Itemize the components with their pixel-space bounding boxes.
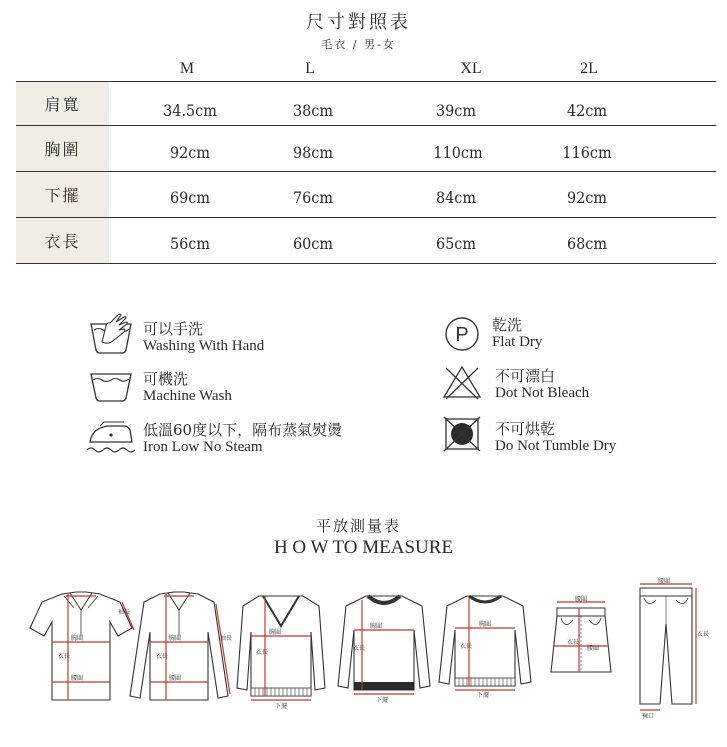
table-cell: 69cm	[169, 188, 211, 207]
col-header-l: L	[305, 60, 315, 77]
vneck-chest-label: 胸圍	[269, 629, 282, 636]
pants-figure	[626, 578, 710, 720]
crew-neck-sweater-figure	[336, 590, 432, 704]
table-cell: 110cm	[433, 143, 483, 162]
pants-length-label: 衣長	[697, 631, 710, 638]
pants-waist-label: 腰圍	[658, 578, 671, 585]
hand-wash-icon	[88, 312, 134, 356]
knit-hem-label: 下擺	[477, 692, 490, 699]
crew-length-label: 衣長	[353, 645, 366, 652]
svg-text:P: P	[455, 324, 469, 346]
table-cell: 38cm	[292, 101, 334, 120]
dry-clean-en: Flat Dry	[492, 334, 543, 350]
iron-cn: 低溫60度以下，隔布蒸氣熨燙	[143, 421, 343, 439]
no-tumble-cn: 不可烘乾	[495, 420, 556, 438]
table-rule	[16, 217, 716, 218]
polo-waist-label: 腰圍	[71, 675, 84, 682]
table-cell: 84cm	[435, 188, 477, 207]
iron-en: Iron Low No Steam	[143, 439, 263, 455]
polo-sleeve-label: 袖長	[118, 609, 131, 616]
machine-wash-en: Machine Wash	[143, 388, 232, 404]
row-label-length: 衣長	[16, 218, 109, 263]
machine-wash-icon	[88, 370, 134, 404]
page-subtitle: 毛衣 / 男-女	[321, 38, 396, 51]
hand-wash-en: Washing With Hand	[143, 338, 265, 354]
col-header-2l: 2L	[580, 60, 598, 77]
iron-icon	[86, 420, 136, 456]
row-label-chest: 胸圍	[16, 126, 109, 171]
crew-hem-label: 下擺	[376, 697, 389, 704]
vneck-hem-label: 下擺	[275, 703, 288, 710]
row-label-hem: 下擺	[16, 172, 109, 217]
no-bleach-cn: 不可漂白	[495, 367, 556, 385]
crew-chest-label: 胸圍	[370, 623, 383, 630]
table-cell: 116cm	[562, 143, 612, 162]
skirt-length-label: 衣長	[567, 639, 580, 646]
machine-wash-cn: 可機洗	[143, 370, 189, 388]
measure-title-cn: 平放測量表	[315, 517, 401, 535]
row-label-shoulder: 肩寬	[16, 82, 109, 125]
no-bleach-en: Dot Not Bleach	[495, 385, 590, 401]
no-bleach-icon	[441, 364, 483, 400]
table-rule	[16, 171, 716, 172]
pants-leg-opening-label: 褲口	[642, 713, 655, 720]
skirt-waist-label: 腰圍	[575, 596, 588, 603]
table-rule-bottom	[16, 263, 716, 264]
table-cell: 56cm	[169, 234, 211, 253]
table-cell: 39cm	[435, 101, 477, 120]
page-title: 尺寸對照表	[306, 12, 411, 33]
table-rule	[16, 125, 716, 126]
table-cell: 34.5cm	[163, 101, 217, 120]
dry-clean-p-icon	[444, 316, 480, 352]
col-header-m: M	[179, 60, 195, 77]
col-header-xl: XL	[460, 60, 482, 77]
knit-length-label: 衣長	[460, 643, 473, 650]
table-cell: 76cm	[292, 188, 334, 207]
vneck-length-label: 衣長	[256, 649, 269, 656]
polo2-sleeve-label: 袖長	[220, 635, 233, 642]
table-rule-top	[16, 81, 716, 82]
v-neck-sweater-figure	[235, 592, 327, 712]
no-tumble-en: Do Not Tumble Dry	[495, 438, 617, 454]
polo2-waist-label: 腰圍	[169, 675, 182, 682]
polo-shirt-figure	[28, 588, 134, 706]
table-cell: 65cm	[435, 234, 477, 253]
polo-chest-label: 胸圍	[71, 635, 84, 642]
polo-length-label: 衣長	[58, 653, 71, 660]
measure-title-en: H O W TO MEASURE	[273, 537, 454, 558]
table-cell: 60cm	[292, 234, 334, 253]
hand-wash-cn: 可以手洗	[143, 320, 204, 338]
skirt-figure	[545, 598, 617, 684]
knit-sweater-figure	[437, 590, 533, 700]
table-cell: 98cm	[292, 143, 334, 162]
polo2-length-label: 衣長	[156, 653, 169, 660]
skirt-hip-label: 腰圍	[587, 645, 600, 652]
polo2-chest-label: 胸圍	[169, 635, 182, 642]
knit-chest-label: 胸圍	[479, 621, 492, 628]
dry-clean-cn: 乾洗	[492, 316, 523, 334]
no-tumble-dry-icon	[442, 415, 482, 453]
table-cell: 92cm	[169, 143, 211, 162]
table-cell: 68cm	[566, 234, 608, 253]
table-cell: 42cm	[566, 101, 608, 120]
long-sleeve-polo-figure	[132, 588, 236, 706]
table-cell: 92cm	[566, 188, 608, 207]
